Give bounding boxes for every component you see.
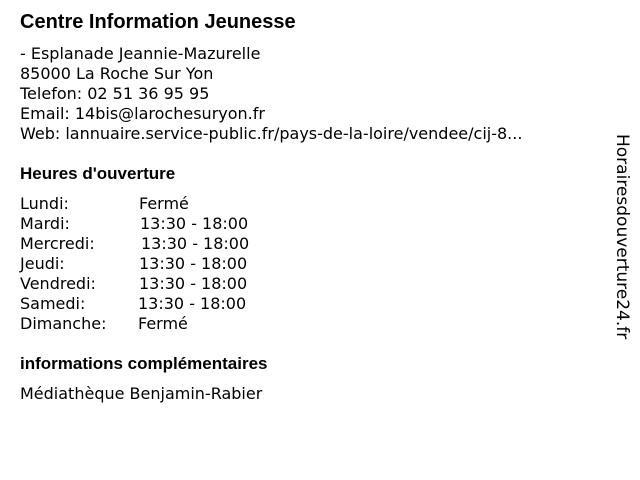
hours-time: 13:30 - 18:00 bbox=[140, 214, 249, 233]
hours-day: Mercredi: bbox=[20, 234, 95, 253]
hours-day: Lundi: bbox=[20, 194, 69, 213]
hours-row-saturday bbox=[20, 294, 320, 314]
hours-time: 13:30 - 18:00 bbox=[141, 234, 250, 253]
hours-row-sunday bbox=[20, 314, 320, 334]
opening-hours-heading: Heures d'ouverture bbox=[20, 164, 176, 183]
hours-time: 13:30 - 18:00 bbox=[139, 254, 248, 273]
web-line: Web: lannuaire.service-public.fr/pays-de-la-loire/vendee/cij-8... bbox=[20, 124, 523, 143]
hours-time: 13:30 - 18:00 bbox=[138, 294, 247, 313]
hours-time: Fermé bbox=[139, 194, 189, 213]
watermark bbox=[612, 134, 634, 370]
hours-time: Fermé bbox=[138, 314, 188, 333]
hours-row-thursday bbox=[20, 254, 320, 274]
additional-info-heading: informations complémentaires bbox=[20, 354, 268, 373]
phone-line: Telefon: 02 51 36 95 95 bbox=[20, 84, 210, 103]
hours-time: 13:30 - 18:00 bbox=[139, 274, 248, 293]
street-line: - Esplanade Jeannie-Mazurelle bbox=[20, 44, 261, 63]
city-line: 85000 La Roche Sur Yon bbox=[20, 64, 214, 83]
opening-hours-table bbox=[20, 194, 320, 334]
address-block bbox=[20, 44, 522, 144]
page-title: Centre Information Jeunesse bbox=[20, 11, 296, 33]
watermark-text: Horairesdouverture24.fr bbox=[612, 134, 632, 340]
additional-info-text: Médiathèque Benjamin-Rabier bbox=[20, 384, 263, 403]
hours-day: Jeudi: bbox=[20, 254, 65, 273]
hours-day: Samedi: bbox=[20, 294, 86, 313]
hours-row-monday bbox=[20, 194, 320, 214]
hours-row-friday bbox=[20, 274, 320, 294]
hours-row-tuesday bbox=[20, 214, 320, 234]
hours-day: Dimanche: bbox=[20, 314, 107, 333]
hours-row-wednesday bbox=[20, 234, 320, 254]
email-line: Email: 14bis@larochesuryon.fr bbox=[20, 104, 265, 123]
hours-day: Vendredi: bbox=[20, 274, 96, 293]
hours-day: Mardi: bbox=[20, 214, 70, 233]
